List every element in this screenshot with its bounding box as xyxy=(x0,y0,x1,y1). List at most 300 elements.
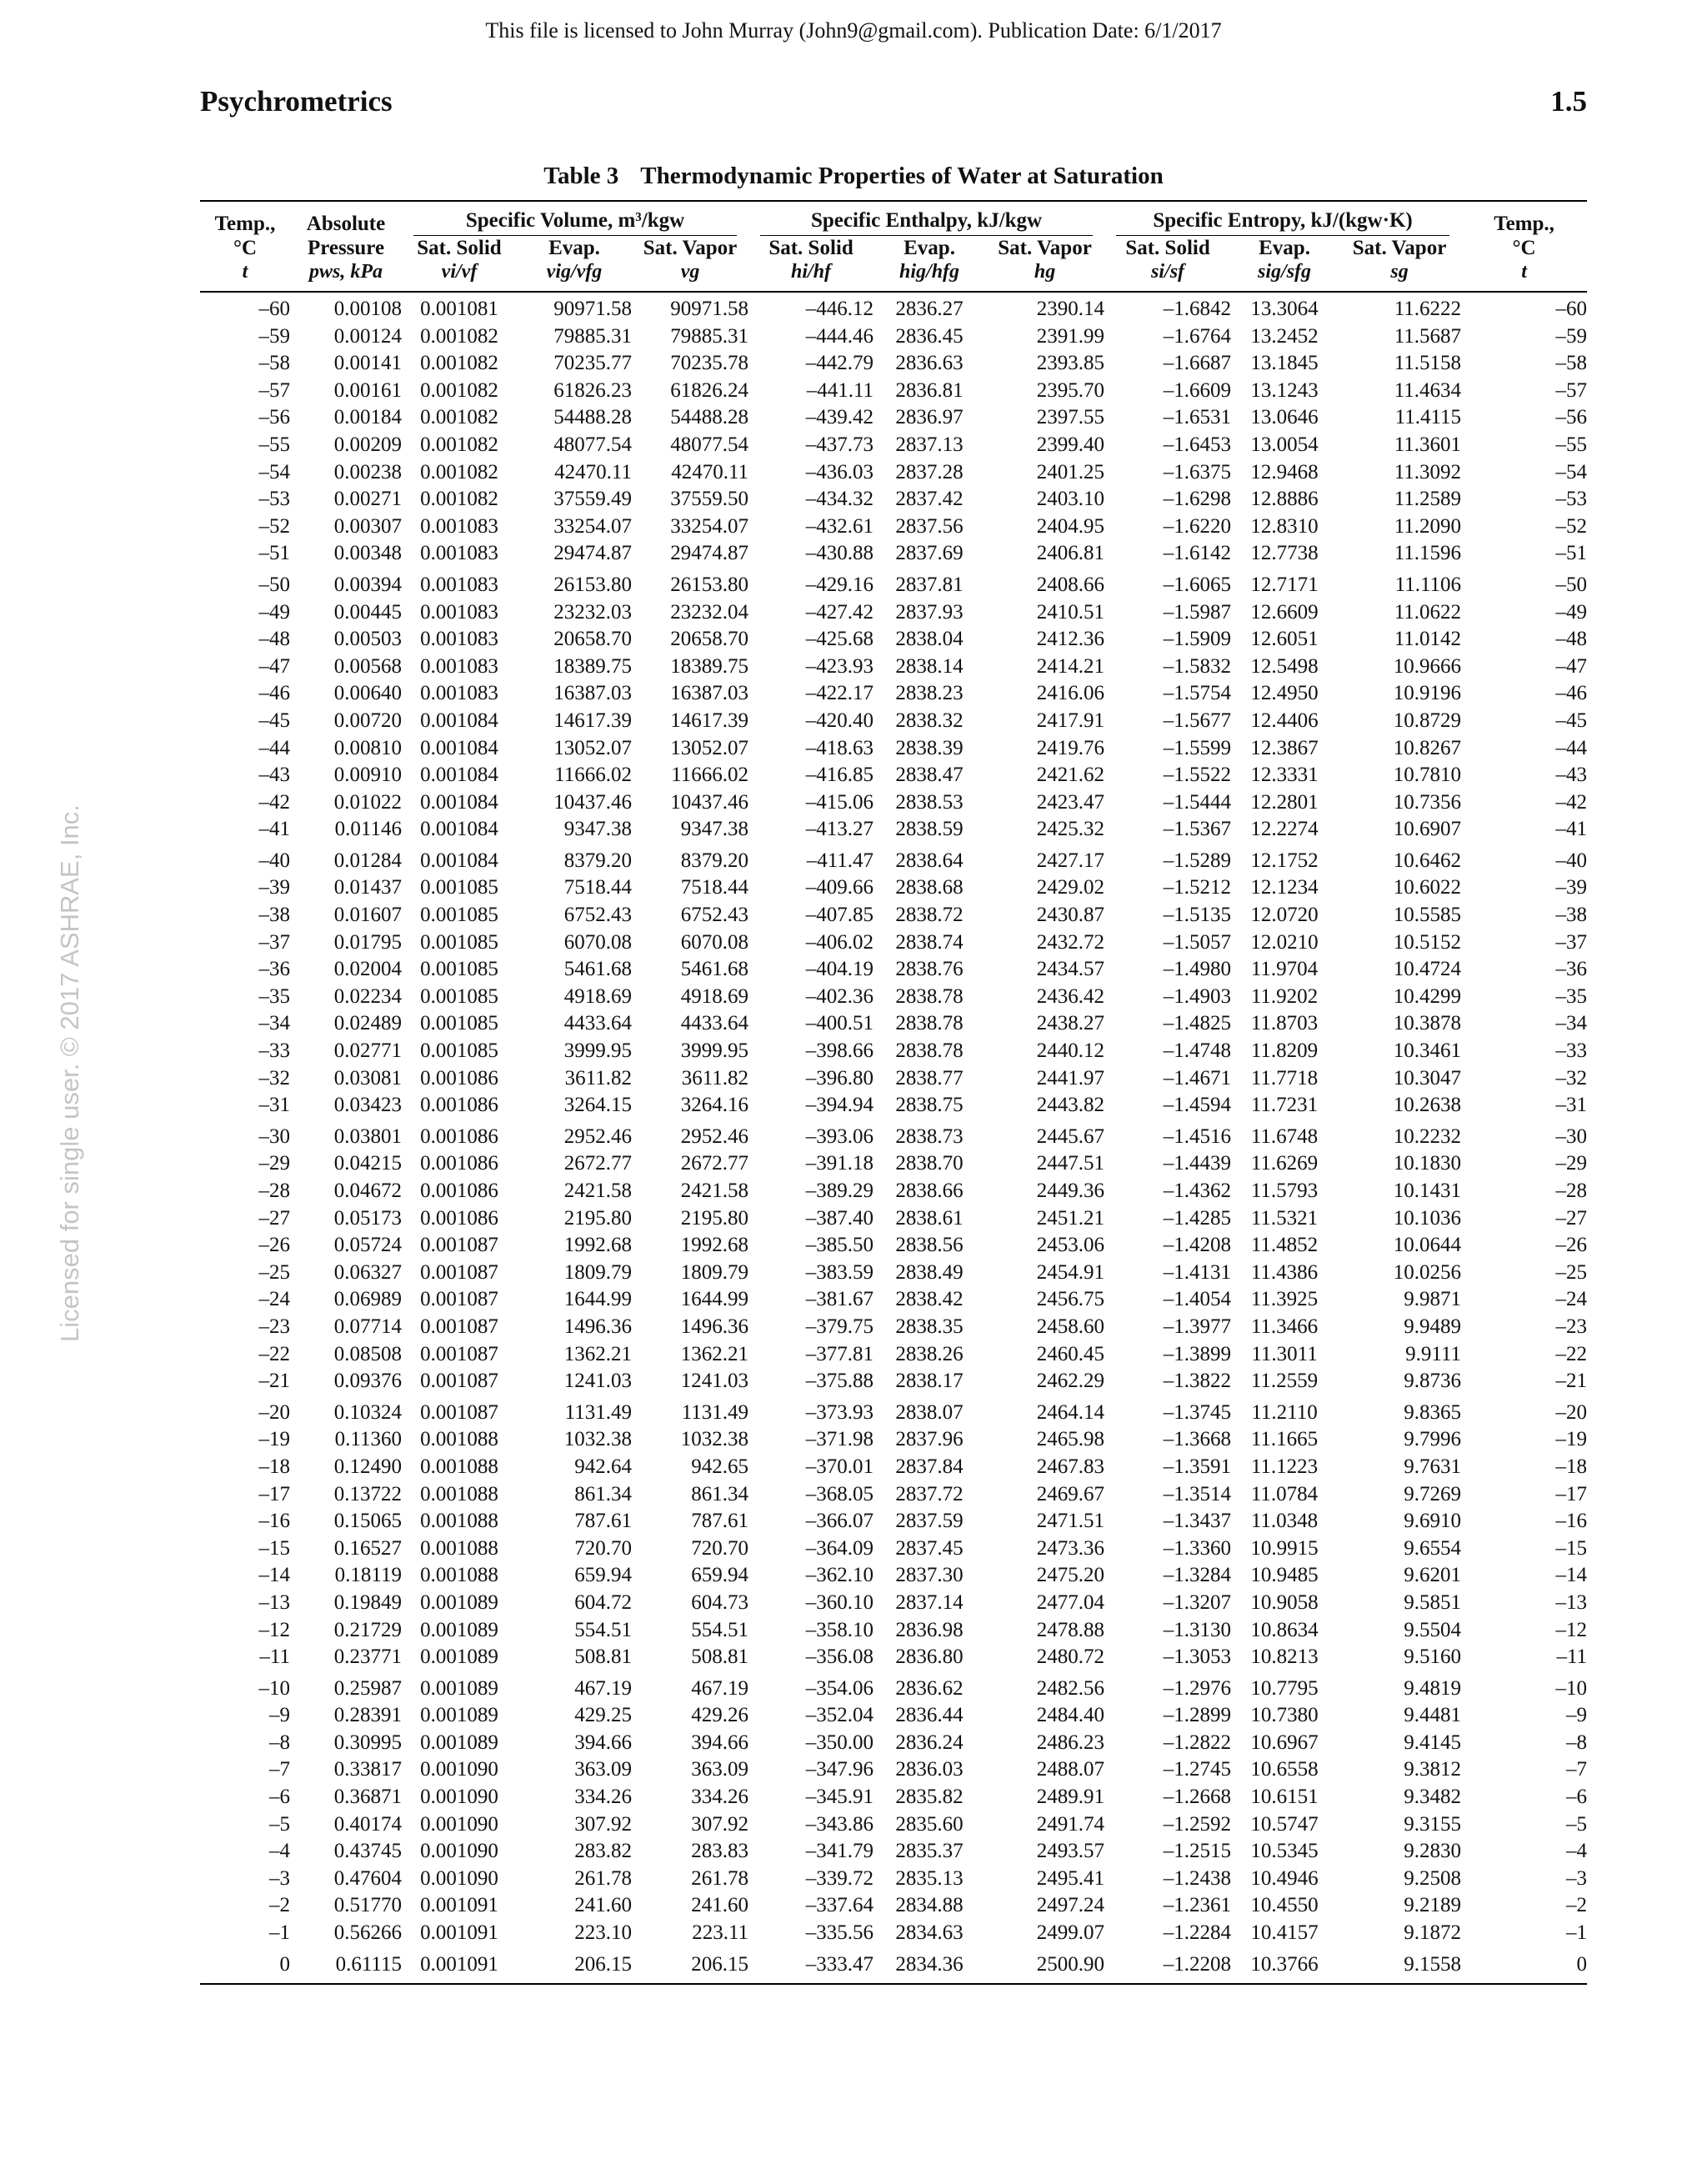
pressure-cell: 0.10324 xyxy=(333,1400,402,1424)
enthalpy-solid-cell: –339.72 xyxy=(805,1866,874,1890)
entropy-vapor-cell: 10.0256 xyxy=(1393,1260,1462,1284)
enthalpy-solid-cell: –387.40 xyxy=(805,1206,874,1230)
table-row xyxy=(200,599,1587,627)
volume-evap-cell: 861.34 xyxy=(574,1482,632,1505)
enthalpy-solid-cell: –343.86 xyxy=(805,1812,874,1836)
volume-solid-cell: 0.001089 xyxy=(420,1676,498,1700)
temperature-right-cell: –52 xyxy=(1555,514,1588,538)
volume-evap-cell: 363.09 xyxy=(574,1758,632,1781)
table-row xyxy=(200,1368,1587,1395)
temperature-cell: –46 xyxy=(258,682,290,705)
enthalpy-solid-cell: –360.10 xyxy=(805,1590,874,1614)
volume-vapor-cell: 467.19 xyxy=(691,1676,749,1700)
enthalpy-evap-cell: 2838.07 xyxy=(895,1400,964,1424)
temperature-right-cell: –9 xyxy=(1566,1704,1588,1727)
pressure-cell: 0.04215 xyxy=(333,1152,402,1175)
enthalpy-solid-cell: –352.04 xyxy=(805,1704,874,1727)
pressure-header: Absolute Pressure xyxy=(306,213,386,259)
saturation-properties-table xyxy=(200,200,1587,1985)
volume-solid-cell: 0.001089 xyxy=(420,1646,498,1669)
volume-solid-cell: 0.001090 xyxy=(420,1812,498,1836)
volume-evap-cell: 1362.21 xyxy=(563,1342,632,1365)
temperature-right-cell: –33 xyxy=(1555,1039,1588,1063)
h-vapor-symbol: hg xyxy=(985,260,1104,292)
volume-solid-cell: 0.001087 xyxy=(420,1315,498,1338)
volume-solid-cell: 0.001088 xyxy=(420,1510,498,1533)
enthalpy-vapor-cell: 2473.36 xyxy=(1036,1536,1105,1560)
enthalpy-evap-cell: 2838.42 xyxy=(895,1288,964,1311)
volume-vapor-cell: 942.65 xyxy=(691,1455,749,1478)
temperature-cell: –26 xyxy=(258,1234,290,1257)
enthalpy-sat-vapor-header: Sat. Vapor xyxy=(998,237,1092,259)
enthalpy-solid-cell: –407.85 xyxy=(805,904,874,927)
enthalpy-solid-cell: –368.05 xyxy=(805,1482,874,1505)
enthalpy-evap-cell: 2834.88 xyxy=(895,1894,964,1917)
entropy-vapor-cell: 11.4115 xyxy=(1394,406,1462,429)
temperature-cell: –29 xyxy=(258,1152,290,1175)
volume-evap-cell: 2421.58 xyxy=(563,1180,632,1202)
volume-evap-cell: 29474.87 xyxy=(553,542,632,565)
enthalpy-solid-cell: –341.79 xyxy=(805,1840,874,1863)
temperature-right-cell: –41 xyxy=(1555,818,1588,841)
volume-vapor-cell: 48077.54 xyxy=(670,433,749,456)
enthalpy-solid-cell: –391.18 xyxy=(805,1152,874,1175)
temperature-cell: –54 xyxy=(258,460,290,483)
entropy-vapor-cell: 10.3461 xyxy=(1393,1039,1462,1063)
enthalpy-vapor-cell: 2447.51 xyxy=(1036,1152,1105,1175)
entropy-vapor-cell: 10.4724 xyxy=(1393,958,1462,981)
volume-solid-cell: 0.001086 xyxy=(420,1125,498,1148)
pressure-cell: 0.00271 xyxy=(333,488,402,511)
pressure-cell: 0.00394 xyxy=(333,573,402,596)
volume-evap-cell: 90971.58 xyxy=(553,298,632,320)
entropy-vapor-cell: 10.5152 xyxy=(1393,930,1462,954)
volume-vapor-cell: 3264.16 xyxy=(680,1094,749,1117)
temperature-right-cell: –24 xyxy=(1555,1288,1588,1311)
enthalpy-evap-cell: 2838.23 xyxy=(895,682,964,705)
entropy-solid-cell: –1.4516 xyxy=(1163,1125,1232,1148)
enthalpy-evap-cell: 2835.37 xyxy=(895,1840,964,1863)
volume-vapor-cell: 61826.24 xyxy=(670,378,749,402)
pressure-cell: 0.61115 xyxy=(290,1947,402,1985)
enthalpy-solid-cell: –420.40 xyxy=(805,709,874,732)
temperature-cell: –17 xyxy=(258,1482,290,1505)
entropy-vapor-cell: 10.7356 xyxy=(1393,790,1462,814)
entropy-solid-cell: –1.5909 xyxy=(1163,628,1232,651)
entropy-vapor-cell: 11.3092 xyxy=(1394,460,1462,483)
volume-solid-cell: 0.001087 xyxy=(420,1400,498,1424)
pressure-cell: 0.00124 xyxy=(333,324,402,348)
enthalpy-vapor-cell: 2497.24 xyxy=(1036,1894,1105,1917)
temperature-right-cell: –51 xyxy=(1555,542,1588,565)
table-row xyxy=(200,1947,1587,1985)
volume-vapor-cell: 363.09 xyxy=(691,1758,749,1781)
enthalpy-evap-cell: 2835.82 xyxy=(895,1786,964,1809)
enthalpy-evap-cell: 2836.24 xyxy=(895,1731,964,1754)
enthalpy-vapor-cell: 2467.83 xyxy=(1036,1455,1105,1478)
temperature-right-cell: –55 xyxy=(1555,433,1588,456)
table-row xyxy=(200,1065,1587,1093)
volume-evap-cell: 1241.03 xyxy=(563,1370,632,1393)
table-row xyxy=(200,902,1587,929)
enthalpy-evap-cell: 2836.81 xyxy=(895,378,964,402)
temperature-cell: –12 xyxy=(258,1618,290,1641)
table-row xyxy=(200,323,1587,351)
enthalpy-evap-cell: 2838.73 xyxy=(895,1125,964,1148)
volume-vapor-cell: 4918.69 xyxy=(680,984,749,1008)
enthalpy-vapor-cell: 2491.74 xyxy=(1036,1812,1105,1836)
entropy-solid-cell: –1.3668 xyxy=(1163,1428,1232,1451)
enthalpy-evap-cell: 2837.56 xyxy=(895,514,964,538)
enthalpy-solid-cell: –404.19 xyxy=(805,958,874,981)
entropy-evap-cell: 13.0646 xyxy=(1250,406,1319,429)
volume-vapor-cell: 2195.80 xyxy=(680,1206,749,1230)
volume-evap-cell: 42470.11 xyxy=(554,460,632,483)
table-row xyxy=(200,404,1587,432)
temperature-cell: –56 xyxy=(258,406,290,429)
volume-vapor-cell: 54488.28 xyxy=(670,406,749,429)
entropy-vapor-cell: 10.6462 xyxy=(1393,849,1462,872)
enthalpy-vapor-cell: 2453.06 xyxy=(1036,1234,1105,1257)
temperature-right-cell: –43 xyxy=(1555,764,1588,787)
volume-evap-cell: 394.66 xyxy=(574,1731,632,1754)
volume-solid-cell: 0.001085 xyxy=(420,1039,498,1063)
pressure-cell: 0.03801 xyxy=(333,1125,402,1148)
enthalpy-vapor-cell: 2451.21 xyxy=(1036,1206,1105,1230)
enthalpy-evap-cell: 2836.98 xyxy=(895,1618,964,1641)
entropy-solid-cell: –1.6220 xyxy=(1163,514,1232,538)
enthalpy-vapor-cell: 2465.98 xyxy=(1036,1428,1105,1451)
temperature-cell: –43 xyxy=(258,764,290,787)
table-row xyxy=(200,1150,1587,1178)
temperature-right-cell: –56 xyxy=(1555,406,1588,429)
entropy-vapor-cell: 11.2090 xyxy=(1394,514,1462,538)
entropy-vapor-cell: 11.5687 xyxy=(1394,324,1462,348)
pressure-cell: 0.00141 xyxy=(333,352,402,375)
volume-solid-cell: 0.001088 xyxy=(420,1482,498,1505)
table-row xyxy=(200,1866,1587,1893)
enthalpy-solid-cell: –425.68 xyxy=(805,628,874,651)
entropy-evap-cell: 11.0784 xyxy=(1250,1482,1319,1505)
table-row xyxy=(200,1702,1587,1730)
temperature-right-cell: –32 xyxy=(1555,1066,1588,1089)
temperature-cell: –15 xyxy=(258,1536,290,1560)
volume-evap-header: Evap. xyxy=(548,237,600,259)
entropy-sat-solid-header: Sat. Solid xyxy=(1125,237,1210,259)
temperature-cell: –39 xyxy=(258,876,290,899)
enthalpy-solid-cell: –430.88 xyxy=(805,542,874,565)
enthalpy-vapor-cell: 2478.88 xyxy=(1036,1618,1105,1641)
volume-evap-cell: 334.26 xyxy=(574,1786,632,1809)
enthalpy-evap-cell: 2837.72 xyxy=(895,1482,964,1505)
volume-solid-cell: 0.001086 xyxy=(420,1152,498,1175)
temperature-right-cell: –12 xyxy=(1555,1618,1588,1641)
volume-vapor-cell: 223.11 xyxy=(692,1921,749,1945)
pressure-cell: 0.00568 xyxy=(333,654,402,678)
pressure-cell: 0.51770 xyxy=(333,1894,402,1917)
table-row xyxy=(200,929,1587,957)
entropy-evap-cell: 12.1234 xyxy=(1250,876,1319,899)
entropy-solid-cell: –1.4671 xyxy=(1163,1066,1232,1089)
pressure-cell: 0.00161 xyxy=(333,378,402,402)
enthalpy-vapor-cell: 2403.10 xyxy=(1036,488,1105,511)
temperature-cell: –13 xyxy=(258,1590,290,1614)
entropy-vapor-cell: 9.3482 xyxy=(1404,1786,1462,1809)
temperature-cell: –25 xyxy=(258,1260,290,1284)
enthalpy-evap-cell: 2838.61 xyxy=(895,1206,964,1230)
enthalpy-evap-cell: 2836.63 xyxy=(895,352,964,375)
v-vapor-symbol: vg xyxy=(632,260,748,292)
volume-solid-cell: 0.001087 xyxy=(420,1342,498,1365)
enthalpy-evap-cell: 2836.27 xyxy=(895,298,964,320)
volume-evap-cell: 1992.68 xyxy=(563,1234,632,1257)
enthalpy-vapor-cell: 2454.91 xyxy=(1036,1260,1105,1284)
volume-vapor-cell: 787.61 xyxy=(691,1510,749,1533)
enthalpy-solid-cell: –439.42 xyxy=(805,406,874,429)
volume-evap-cell: 9347.38 xyxy=(563,818,632,841)
volume-solid-cell: 0.001089 xyxy=(420,1731,498,1754)
temperature-right-cell: –14 xyxy=(1555,1564,1588,1587)
entropy-evap-cell: 12.6609 xyxy=(1250,600,1319,624)
temperature-cell: –31 xyxy=(258,1094,290,1117)
pressure-cell: 0.00810 xyxy=(333,736,402,759)
enthalpy-evap-cell: 2837.30 xyxy=(895,1564,964,1587)
enthalpy-evap-cell: 2834.63 xyxy=(895,1921,964,1945)
volume-evap-cell: 1809.79 xyxy=(563,1260,632,1284)
volume-solid-cell: 0.001082 xyxy=(420,488,498,511)
enthalpy-solid-cell: –434.32 xyxy=(805,488,874,511)
enthalpy-solid-cell: –345.91 xyxy=(805,1786,874,1809)
volume-evap-cell: 508.81 xyxy=(574,1646,632,1669)
entropy-evap-cell: 13.0054 xyxy=(1250,433,1319,456)
temperature-cell: –49 xyxy=(258,600,290,624)
enthalpy-vapor-cell: 2460.45 xyxy=(1036,1342,1105,1365)
enthalpy-evap-cell: 2835.13 xyxy=(895,1866,964,1890)
pressure-cell: 0.00238 xyxy=(333,460,402,483)
pressure-cell: 0.18119 xyxy=(334,1564,402,1587)
volume-vapor-cell: 5461.68 xyxy=(680,958,749,981)
volume-solid-cell: 0.001084 xyxy=(420,736,498,759)
temperature-right-cell: –13 xyxy=(1555,1590,1588,1614)
temperature-right-cell: –31 xyxy=(1555,1094,1588,1117)
enthalpy-evap-cell: 2838.78 xyxy=(895,1012,964,1035)
entropy-solid-cell: –1.5599 xyxy=(1163,736,1232,759)
enthalpy-vapor-cell: 2423.47 xyxy=(1036,790,1105,814)
volume-vapor-cell: 720.70 xyxy=(691,1536,749,1560)
volume-solid-cell: 0.001082 xyxy=(420,324,498,348)
enthalpy-solid-cell: –335.56 xyxy=(805,1921,874,1945)
volume-vapor-cell: 554.51 xyxy=(691,1618,749,1641)
entropy-evap-cell: 11.3466 xyxy=(1250,1315,1319,1338)
enthalpy-evap-cell: 2838.53 xyxy=(895,790,964,814)
temperature-cell: –55 xyxy=(258,433,290,456)
entropy-solid-cell: –1.2361 xyxy=(1163,1894,1232,1917)
volume-evap-cell: 14617.39 xyxy=(553,709,632,732)
entropy-solid-cell: –1.5444 xyxy=(1163,790,1232,814)
temperature-cell: –4 xyxy=(269,1840,290,1863)
temperature-right-cell: –48 xyxy=(1555,628,1588,651)
table-body xyxy=(200,292,1587,1984)
enthalpy-solid-cell: –442.79 xyxy=(805,352,874,375)
enthalpy-evap-header: Evap. xyxy=(904,237,955,259)
enthalpy-vapor-cell: 2499.07 xyxy=(1036,1921,1105,1945)
volume-vapor-cell: 6070.08 xyxy=(680,930,749,954)
volume-evap-cell: 1644.99 xyxy=(563,1288,632,1311)
entropy-vapor-cell: 9.2830 xyxy=(1404,1840,1462,1863)
entropy-evap-cell: 10.7380 xyxy=(1250,1704,1319,1727)
entropy-evap-cell: 11.4386 xyxy=(1250,1260,1319,1284)
entropy-vapor-cell: 9.6554 xyxy=(1404,1536,1462,1560)
enthalpy-evap-cell: 2837.28 xyxy=(895,460,964,483)
entropy-solid-cell: –1.3053 xyxy=(1163,1646,1232,1669)
temperature-cell: –22 xyxy=(258,1342,290,1365)
temperature-cell: 0 xyxy=(200,1947,290,1985)
enthalpy-solid-cell: –394.94 xyxy=(805,1094,874,1117)
enthalpy-solid-cell: –422.17 xyxy=(805,682,874,705)
enthalpy-evap-cell: 2837.59 xyxy=(895,1510,964,1533)
pressure-cell: 0.23771 xyxy=(333,1646,402,1669)
entropy-sat-vapor-header: Sat. Vapor xyxy=(1352,237,1447,259)
temperature-right-cell: –8 xyxy=(1566,1731,1588,1754)
license-notice: This file is licensed to John Murray (John9@gmail.com). Publication Date: 6/1/2017 xyxy=(485,18,1222,43)
volume-vapor-cell: 6752.43 xyxy=(680,904,749,927)
temperature-right-cell: –21 xyxy=(1555,1370,1588,1393)
volume-evap-cell: 54488.28 xyxy=(553,406,632,429)
volume-solid-cell: 0.001089 xyxy=(420,1704,498,1727)
temperature-right-cell: –38 xyxy=(1555,904,1588,927)
volume-solid-cell: 0.001087 xyxy=(420,1288,498,1311)
enthalpy-vapor-cell: 2480.72 xyxy=(1036,1646,1105,1669)
pressure-cell: 0.08508 xyxy=(333,1342,402,1365)
enthalpy-evap-cell: 2837.93 xyxy=(895,600,964,624)
page-number: 1.5 xyxy=(1550,85,1587,118)
volume-evap-cell: 3999.95 xyxy=(563,1039,632,1063)
temperature-right-cell: –1 xyxy=(1566,1921,1588,1945)
volume-evap-cell: 10437.46 xyxy=(553,790,632,814)
table-row xyxy=(200,1010,1587,1038)
entropy-evap-cell: 11.7718 xyxy=(1250,1066,1319,1089)
enthalpy-solid-cell: –364.09 xyxy=(805,1536,874,1560)
entropy-evap-cell: 12.7171 xyxy=(1250,573,1319,596)
entropy-solid-cell: –1.4594 xyxy=(1163,1094,1232,1117)
pressure-cell: 0.07714 xyxy=(333,1315,402,1338)
volume-vapor-cell: 394.66 xyxy=(691,1731,749,1754)
temperature-cell: –21 xyxy=(258,1370,290,1393)
enthalpy-vapor-cell: 2408.66 xyxy=(1036,573,1105,596)
table-row xyxy=(200,844,1587,875)
temperature-right-cell: –20 xyxy=(1555,1400,1588,1424)
volume-solid-cell: 0.001084 xyxy=(420,764,498,787)
table-row xyxy=(200,626,1587,654)
enthalpy-evap-cell: 2838.76 xyxy=(895,958,964,981)
table-row xyxy=(200,1038,1587,1065)
entropy-evap-cell: 10.4946 xyxy=(1250,1866,1319,1890)
entropy-solid-cell: –1.2592 xyxy=(1163,1812,1232,1836)
table-row xyxy=(200,735,1587,763)
temperature-right-cell: –17 xyxy=(1555,1482,1588,1505)
volume-solid-cell: 0.001086 xyxy=(420,1094,498,1117)
table-row xyxy=(200,486,1587,513)
volume-evap-cell: 6752.43 xyxy=(563,904,632,927)
volume-solid-cell: 0.001089 xyxy=(420,1590,498,1614)
entropy-solid-cell: –1.4131 xyxy=(1163,1260,1232,1284)
pressure-cell: 0.47604 xyxy=(333,1866,402,1890)
pressure-cell: 0.00720 xyxy=(333,709,402,732)
volume-solid-cell: 0.001084 xyxy=(420,818,498,841)
enthalpy-vapor-cell: 2469.67 xyxy=(1036,1482,1105,1505)
enthalpy-evap-cell: 2838.77 xyxy=(895,1066,964,1089)
entropy-evap-cell: 10.8213 xyxy=(1250,1646,1319,1669)
entropy-solid-cell: –1.4903 xyxy=(1163,984,1232,1008)
temperature-right-cell: –42 xyxy=(1555,790,1588,814)
temperature-cell: –3 xyxy=(269,1866,290,1890)
enthalpy-vapor-cell: 2393.85 xyxy=(1036,352,1105,375)
entropy-vapor-cell: 9.4819 xyxy=(1404,1676,1462,1700)
volume-vapor-cell: 1809.79 xyxy=(680,1260,749,1284)
temperature-right-cell: –37 xyxy=(1555,930,1588,954)
enthalpy-evap-cell: 2835.60 xyxy=(895,1812,964,1836)
enthalpy-evap-cell: 2838.17 xyxy=(895,1370,964,1393)
pressure-cell: 0.00307 xyxy=(333,514,402,538)
enthalpy-evap-cell: 2838.49 xyxy=(895,1260,964,1284)
pressure-cell: 0.40174 xyxy=(333,1812,402,1836)
entropy-vapor-cell: 9.8365 xyxy=(1404,1400,1462,1424)
entropy-vapor-cell: 11.3601 xyxy=(1394,433,1462,456)
entropy-evap-cell: 13.1243 xyxy=(1250,378,1319,402)
volume-solid-cell: 0.001091 xyxy=(420,1921,498,1945)
enthalpy-evap-cell: 2838.35 xyxy=(895,1315,964,1338)
enthalpy-evap-cell: 2837.42 xyxy=(895,488,964,511)
temperature-cell: –23 xyxy=(258,1315,290,1338)
volume-vapor-cell: 42470.11 xyxy=(671,460,749,483)
entropy-vapor-cell: 9.9489 xyxy=(1404,1315,1462,1338)
s-vapor-symbol: sg xyxy=(1338,260,1461,292)
volume-solid-cell: 0.001087 xyxy=(420,1234,498,1257)
volume-solid-cell: 0.001091 xyxy=(420,1894,498,1917)
enthalpy-evap-cell: 2838.75 xyxy=(895,1094,964,1117)
enthalpy-solid-cell: –427.42 xyxy=(805,600,874,624)
temperature-cell: –6 xyxy=(269,1786,290,1809)
volume-vapor-cell: 79885.31 xyxy=(670,324,749,348)
entropy-vapor-cell: 9.3155 xyxy=(1404,1812,1462,1836)
enthalpy-evap-cell: 2838.39 xyxy=(895,736,964,759)
entropy-solid-cell: –1.6687 xyxy=(1163,352,1232,375)
pressure-cell: 0.19849 xyxy=(333,1590,402,1614)
temperature-cell: –20 xyxy=(258,1400,290,1424)
temperature-right-cell: –26 xyxy=(1555,1234,1588,1257)
entropy-evap-cell: 13.3064 xyxy=(1250,298,1319,320)
volume-evap-cell: 554.51 xyxy=(574,1618,632,1641)
temperature-right-cell: –7 xyxy=(1566,1758,1588,1781)
entropy-solid-cell: –1.3822 xyxy=(1163,1370,1232,1393)
pressure-cell: 0.01437 xyxy=(333,876,402,899)
table-row xyxy=(200,789,1587,817)
temperature-cell: –18 xyxy=(258,1455,290,1478)
table-row xyxy=(200,956,1587,984)
volume-vapor-cell: 861.34 xyxy=(691,1482,749,1505)
entropy-evap-cell: 11.8209 xyxy=(1250,1039,1319,1063)
pressure-cell: 0.00184 xyxy=(333,406,402,429)
entropy-evap-cell: 11.3925 xyxy=(1250,1288,1319,1311)
table-row xyxy=(200,1644,1587,1671)
entropy-vapor-cell: 10.1036 xyxy=(1393,1206,1462,1230)
volume-vapor-cell: 1131.49 xyxy=(681,1400,749,1424)
entropy-evap-cell: 13.1845 xyxy=(1250,352,1319,375)
entropy-solid-cell: –1.3514 xyxy=(1163,1482,1232,1505)
volume-solid-cell: 0.001088 xyxy=(420,1536,498,1560)
enthalpy-sat-solid-header: Sat. Solid xyxy=(768,237,854,259)
enthalpy-vapor-cell: 2434.57 xyxy=(1036,958,1105,981)
